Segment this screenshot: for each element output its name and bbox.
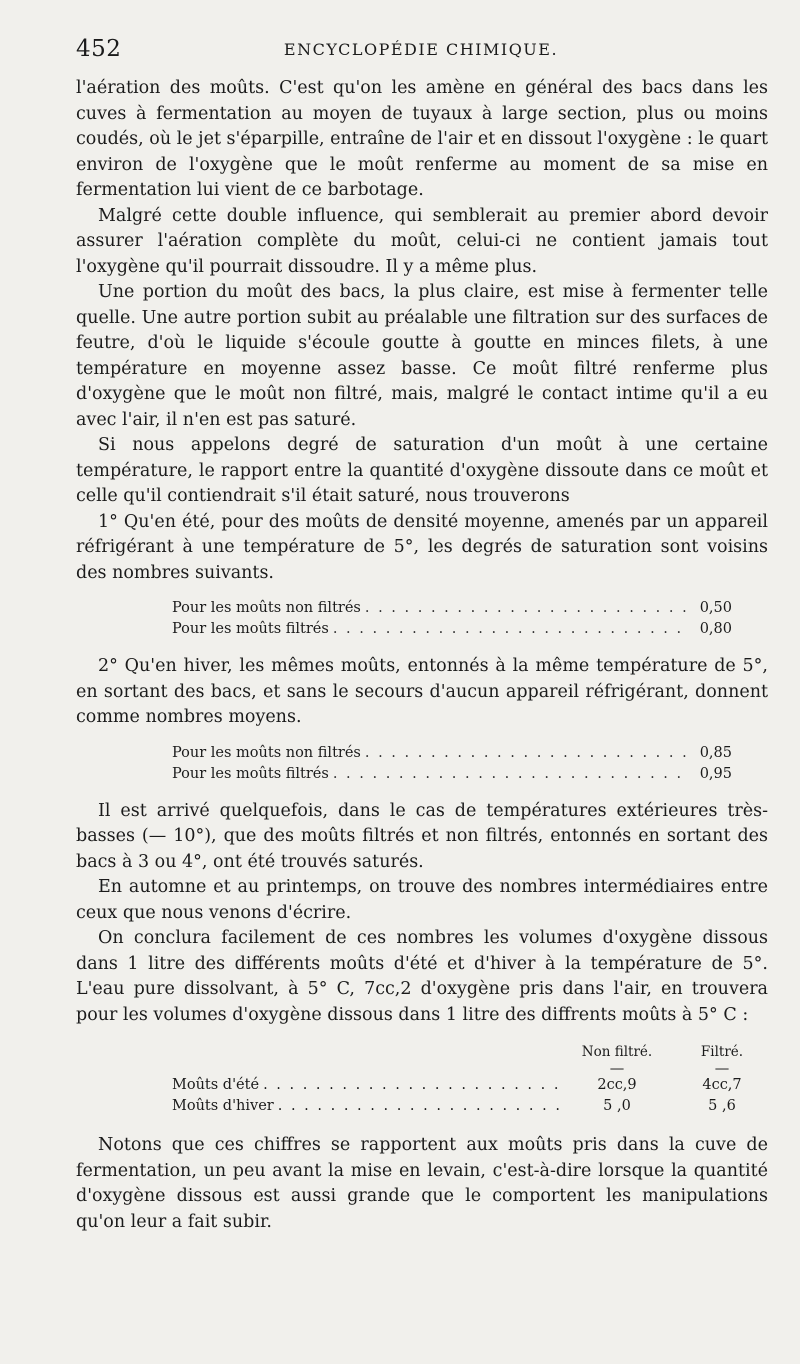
table-header (172, 1042, 772, 1063)
table-row (172, 619, 732, 640)
cell-filtre: 4cc,7 (702, 1077, 742, 1093)
dot-leader (361, 598, 688, 619)
table-row (172, 764, 732, 785)
column-header: Non filtré. (581, 1044, 653, 1060)
paragraph: Notons que ces chiffres se rapportent aux moûts pris dans la cuve de fermentation, un peu avant la mise en levain, c'est-à-dire lorsque la quantité d'oxygène dissous est aussi grande que le comportent les manipulations qu'on leur a fait subir. (76, 1135, 768, 1232)
paragraph: Malgré cette double influence, qui semblerait au premier abord devoir assurer l'aération complète du moût, celui-ci ne contient jamais tout l'oxygène qu'il pourrait dissoudre. Il y a même plus. (76, 205, 768, 277)
row-value: 0,50 (699, 600, 732, 616)
table-row (172, 743, 732, 764)
dot-leader (259, 1075, 562, 1096)
row-value: 0,85 (699, 744, 732, 761)
row-label: Moûts d'hiver (172, 1098, 274, 1114)
row-label: Pour les moûts non filtrés (172, 600, 361, 616)
table-row (172, 1096, 772, 1117)
paragraph: Il est arrivé quelquefois, dans le cas de températures extérieures très-basses (— 10°), que des moûts filtrés et non filtrés, entonnés en sortant des bacs à 3 ou 4°, ont été trouvés saturés. (76, 800, 768, 872)
running-title: ENCYCLOPÉDIE CHIMIQUE. (283, 40, 559, 59)
row-label: Pour les moûts filtrés (172, 621, 329, 637)
row-value: 0,95 (699, 765, 732, 782)
row-label: Pour les moûts non filtrés (172, 744, 361, 761)
paragraph: En automne et au printemps, on trouve des nombres intermédiaires entre ceux que nous venons d'écrire. (76, 877, 768, 923)
dot-leader (329, 619, 688, 640)
dot-leader (274, 1096, 562, 1117)
row-label: Moûts d'été (172, 1077, 260, 1093)
paragraph: On conclura facilement de ces nombres les volumes d'oxygène dissous dans 1 litre des différents moûts d'été et d'hiver à la température de 5°. L'eau pure dissolvant, à 5° C, 7cc,2 d'oxygène pris dans l'air, en trouvera pour les volumes d'oxygène dissous dans 1 litre des diffrents moûts à 5° C : (76, 928, 768, 1025)
paragraph: 1° Qu'en été, pour des moûts de densité moyenne, amenés par un appareil réfrigérant à une température de 5°, les degrés de saturation sont voisins des nombres suivants. (76, 511, 768, 583)
body-text (76, 76, 768, 1235)
summer-saturation-table (172, 598, 732, 640)
paragraph: Si nous appelons degré de saturation d'un moût à une certaine température, le rapport entre la quantité d'oxygène dissoute dans ce moût et celle qu'il contiendrait s'il était saturé, nous trouverons (76, 435, 768, 506)
cell-non-filtre: 5 ,0 (603, 1098, 631, 1114)
table-row (172, 598, 732, 619)
header-rule: — — (609, 1061, 730, 1077)
column-header: Filtré. (700, 1044, 744, 1060)
row-value: 0,80 (699, 621, 732, 637)
winter-saturation-table (172, 743, 732, 785)
page-number: 452 (76, 36, 122, 62)
dot-leader (361, 743, 688, 764)
oxygen-volume-table (172, 1042, 772, 1117)
paragraph: Une portion du moût des bacs, la plus claire, est mise à fermenter telle quelle. Une autre portion subit au préalable une filtration sur des surfaces de feutre, d'où le liquide s'écoule goutte à goutte en minces filets, à une température en moyenne assez basse. Ce moût filtré renferme plus d'oxygène que le moût non filtré, mais, malgré le contact intime qu'il a eu avec l'air, il n'en est pas saturé. (76, 282, 768, 430)
paragraph: l'aération des moûts. C'est qu'on les amène en général des bacs dans les cuves à fermentation au moyen de tuyaux à large section, plus ou moins coudés, où le jet s'éparpille, entraîne de l'air et en dissout l'oxygène : le quart environ de l'oxygène que le moût renferme au moment de sa mise en fermentation lui vient de ce barbotage. (76, 78, 768, 200)
cell-filtre: 5 ,6 (708, 1098, 736, 1114)
paragraph: 2° Qu'en hiver, les mêmes moûts, entonnés à la même température de 5°, en sortant des bacs, et sans le secours d'aucun appareil réfrigérant, donnent comme nombres moyens. (76, 656, 768, 727)
table-row (172, 1075, 772, 1096)
dot-leader (329, 764, 688, 785)
row-label: Pour les moûts filtrés (172, 765, 329, 782)
page-header (76, 36, 766, 66)
cell-non-filtre: 2cc,9 (597, 1077, 637, 1093)
